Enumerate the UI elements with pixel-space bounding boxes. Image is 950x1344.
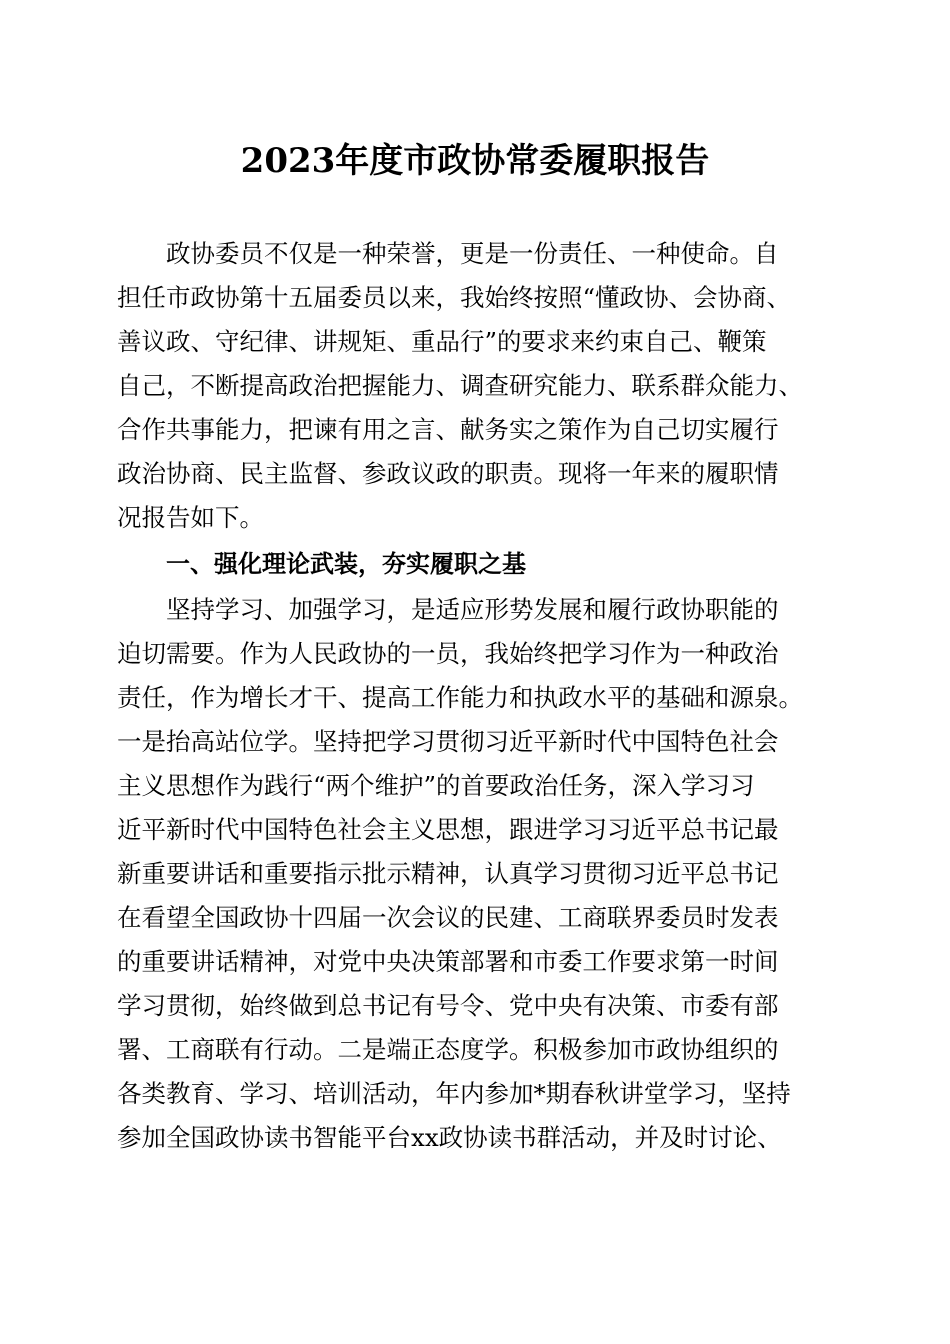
document-title: 2023年度市政协常委履职报告 (240, 141, 710, 181)
paragraph-line: 新重要讲话和重要指示批示精神，认真学习贯彻习近平总书记 (117, 859, 779, 888)
paragraph-line: 近平新时代中国特色社会主义思想，跟进学习习近平总书记最 (117, 815, 779, 844)
paragraph-line: 署、工商联有行动。二是端正态度学。积极参加市政协组织的 (117, 1035, 779, 1064)
section-heading: 一、强化理论武装，夯实履职之基 (166, 550, 526, 578)
paragraph-line: 参加全国政协读书智能平台xx政协读书群活动，并及时讨论、 (117, 1123, 782, 1152)
paragraph-line: 坚持学习、加强学习，是适应形势发展和履行政协职能的 (166, 595, 779, 624)
paragraph-line: 政治协商、民主监督、参政议政的职责。现将一年来的履职情 (117, 459, 779, 488)
paragraph-line: 学习贯彻，始终做到总书记有号令、党中央有决策、市委有部 (117, 991, 779, 1020)
paragraph-line: 政协委员不仅是一种荣誉，更是一份责任、一种使命。自 (166, 239, 779, 268)
paragraph-line: 合作共事能力，把谏有用之言、献务实之策作为自己切实履行 (117, 415, 779, 444)
paragraph-line: 责任，作为增长才干、提高工作能力和执政水平的基础和源泉。 (117, 683, 803, 712)
paragraph-line: 的重要讲话精神，对党中央决策部署和市委工作要求第一时间 (117, 947, 779, 976)
paragraph-line: 自己，不断提高政治把握能力、调查研究能力、联系群众能力、 (117, 371, 803, 400)
paragraph-line: 善议政、守纪律、讲规矩、重品行”的要求来约束自己、鞭策 (117, 327, 767, 356)
paragraph-line: 主义思想作为践行“两个维护”的首要政治任务，深入学习习 (117, 771, 755, 800)
paragraph-line: 况报告如下。 (117, 503, 264, 532)
paragraph-line: 担任市政协第十五届委员以来，我始终按照“懂政协、会协商、 (117, 283, 792, 312)
paragraph-line: 在看望全国政协十四届一次会议的民建、工商联界委员时发表 (117, 903, 779, 932)
paragraph-line: 迫切需要。作为人民政协的一员，我始终把学习作为一种政治 (117, 639, 779, 668)
paragraph-line: 各类教育、学习、培训活动，年内参加*期春秋讲堂学习，坚持 (117, 1079, 791, 1108)
paragraph-line: 一是抬高站位学。坚持把学习贯彻习近平新时代中国特色社会 (117, 727, 779, 756)
